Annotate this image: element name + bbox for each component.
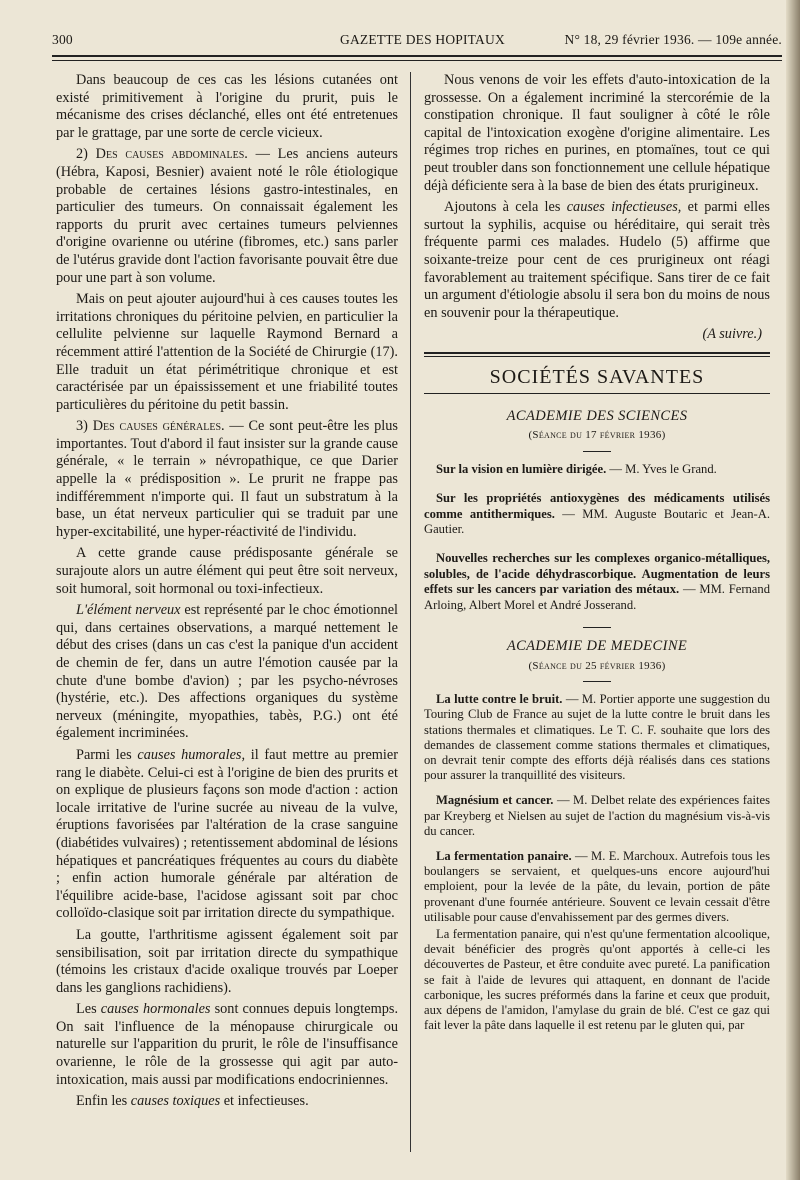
emphasis: causes toxiques: [130, 1093, 221, 1110]
paragraph-text: — Ce sont peut-être les plus importantes. Tout d'abord il faut insister sur la grande cause générale, « le terrain » névropathique, ce que Darier appelle la « prédisposition ». Le prurit ne frappe pas indifféremment n'importe qui. Il faut un substratum à la base, un état nerveux particulier qui se traduit par une hyper-excitabilité, une hyper-réactivité de l'individu.: [56, 418, 398, 540]
right-column: [424, 72, 770, 1043]
paragraph: [56, 747, 398, 923]
short-rule: [583, 681, 611, 682]
entry-authors: — M. Yves le Grand.: [606, 461, 717, 476]
communication-entry: [424, 462, 770, 477]
entry-authors: — MM. Auguste Boutaric et Jean-A. Gautier.: [424, 506, 770, 536]
communication-entry: [424, 793, 770, 839]
medicine-entries: [424, 692, 770, 1033]
entry-title: Nouvelles recherches sur les complexes organico-métalliques, solubles, de l'acide déhydrascorbique. Augmentation de leurs effets sur les cancers par variation des métaux.: [424, 551, 770, 597]
section-rule: [424, 393, 770, 394]
paragraph: Mais on peut ajouter aujourd'hui à ces causes toutes les irritations chroniques du péritoine pelvien, en particulier la cellulite pelvienne sur laquelle Raymond Bernard a récemment attiré l'attention de la Société de Chirurgie (17). Elle traduit un état périmétritique chronique et est caractérisée par un épaississement et une friabilité toutes particulières du péritoine du petit bassin.: [56, 291, 398, 413]
short-rule: [583, 451, 611, 452]
paragraph-text: Ajoutons à cela les: [444, 199, 567, 216]
page-number: 300: [52, 32, 73, 47]
emphasis: causes humorales,: [137, 746, 246, 763]
paragraph: [56, 146, 398, 287]
header-rule-thick: [52, 55, 782, 57]
entry-authors: — MM. Fernand Arloing, Albert Morel et André Josserand.: [424, 582, 770, 612]
running-header: [52, 30, 782, 52]
header-rule-thin: [52, 60, 782, 61]
emphasis: causes hormonales: [100, 1001, 211, 1018]
paragraph: [56, 418, 398, 541]
emphasis: causes infectieuses,: [566, 199, 682, 216]
session-date: (Séance du 17 février 1936): [528, 429, 666, 442]
paragraph: [56, 1093, 398, 1111]
paragraph-text: et infectieuses.: [220, 1093, 309, 1110]
entry-text: — M. Portier apporte une suggestion du Touring Club de France au sujet de la lutte contre le bruit dans les stations thermales et climatiques. Le T. C. F. souhaite que lors des demandes de classement comme stations thermales et climatiques, on devrait tenir compte des efforts déjà réalisés dans ces stations pour assurer la tranquillité des visiteurs.: [424, 692, 770, 783]
paragraph-text: — Les anciens auteurs (Hébra, Kaposi, Besnier) avaient noté le rôle étiologique probable de certaines lésions gastro-intestinales, en particulier des tumeurs. On connaissait également les rapports du prurit avec certaines tumeurs pelviennes d'origine ovarienne ou utérine (fibromes, etc.) sans parler de l'utérus gravide dont l'action favorisante pouvait être due pour une part à son volume.: [56, 146, 398, 286]
section-rule-double: [424, 352, 770, 357]
paragraph: La fermentation panaire, qui n'est qu'une fermentation alcoolique, devait bénéficier des progrès qu'ont apportés à celle-ci les découvertes de Pasteur, et être conduite avec pureté. La panification se fait à l'aide de levures qui attaquent, en donnant de l'acide carbonique, les sucres préformés dans la farine et ceux que produit, aux dépens de l'amidon, l'amylase du grain de blé. C'est ce gaz qui fait lever la pâte dans laquelle il est retenu par le gluten qui, par: [424, 926, 770, 1033]
entry-title: La fermentation panaire.: [436, 848, 572, 863]
column-divider: [410, 72, 411, 1152]
emphasis: L'élément nerveux: [76, 602, 181, 619]
page-edge-shadow: [786, 0, 800, 1180]
session-date: (Séance du 25 février 1936): [528, 659, 666, 672]
academy-heading: ACADEMIE DES SCIENCES: [506, 407, 688, 424]
paragraph-text: sont connues depuis longtemps. On sait l'influence de la ménopause chirurgicale ou naturelle sur l'apparition du prurit, le rôle de l'insuffisance ovarienne, le rôle de la grossesse qui agit par auto-intoxication, mais aussi par modifications endocriniennes.: [56, 1001, 399, 1088]
entry-title: La lutte contre le bruit.: [436, 692, 563, 707]
entry-title: Sur la vision en lumière dirigée.: [436, 461, 607, 476]
paragraph-text: Les: [76, 1001, 101, 1018]
entry-title: Magnésium et cancer.: [436, 793, 554, 808]
short-rule: [583, 627, 611, 628]
paragraph-text: Enfin les: [76, 1093, 131, 1110]
entry-title: Sur les propriétés antioxygènes des médicaments utilisés comme antithermiques.: [424, 491, 770, 521]
communication-entry: [424, 692, 770, 783]
paragraph: Nous venons de voir les effets d'auto-intoxication de la grossesse. On a également incriminé la stercorémie de la constipation chronique. Il faut souligner à côté le rôle capital de l'intoxication exogène d'origine alimentaire. Les régimes trop riches en purines, en ptomaïnes, tout ce qui peut troubler dans son fonctionnement une cellule hépatique déjà déficiente sera à la base de bien des états prurigineux.: [424, 72, 770, 194]
paragraph: [56, 602, 398, 743]
journal-title: GAZETTE DES HOPITAUX: [340, 32, 505, 47]
paragraph-text: Parmi les: [76, 746, 138, 763]
communication-entry: [424, 491, 770, 537]
paragraph: La goutte, l'arthritisme agissent également soit par sensibilisation, soit par irritation directe du sympathique (témoins les cristaux d'acide oxalique trouvés par Loeper dans les ganglions rachidiens).: [56, 926, 398, 996]
left-column: [56, 72, 398, 1115]
paragraph: Dans beaucoup de ces cas les lésions cutanées ont existé primitivement à l'origine du prurit, puis le mécanisme des crises déclanché, elles ont été entretenues par le grattage, par une sorte de cercle vicieux.: [56, 72, 398, 141]
paragraph-text: et parmi elles surtout la syphilis, acquise ou héréditaire, qui serait très fréquente parmi ces malades. Hudelo (5) affirme que soixante-treize pour cent de ces prurigineux ont réagi favorablement au traitement spécifique. Sans tirer de ce fait un argument d'étiologie absolu il sera bon du moins de nous en souvenir pour la thérapeutique.: [424, 199, 770, 321]
paragraph-text: il faut mettre au premier rang le diabète. Celui-ci est à l'origine de bien des prurits et on explique de plusieurs façons son mode d'action : action locale irritative de l'urine sucrée au niveau de la vulve, éruptions favorisées par l'altération de la crase sanguine (diabétides vulvaires) ; retentissement abdominal de lésions hépatiques et pancréatiques fréquentes au cours du diabète ; enfin action humorale générale par altération de l'équilibre acide-base, l'acidose agissant soit par choc colloïdo-clasique soit par irritation directe du sympathique.: [56, 746, 398, 922]
communication-entry: [424, 551, 770, 613]
section-title: SOCIÉTÉS SAVANTES: [489, 365, 705, 388]
entry-text: — M. Delbet relate des expériences faites par Kreyberg et Nielsen au sujet de l'action du magnésium vis-à-vis du cancer.: [424, 793, 770, 838]
paragraph: A cette grande cause prédisposante générale se surajoute alors un autre élément qui peut être soit nerveux, soit humoral, soit hormonal ou toxi-infectieux.: [56, 545, 398, 597]
paragraph: [56, 1001, 398, 1089]
section-heading: 3) Des causes générales.: [76, 418, 225, 435]
issue-info: N° 18, 29 février 1936. — 109e année.: [564, 32, 782, 47]
paragraph: [424, 199, 770, 322]
academy-heading: ACADEMIE DE MEDECINE: [506, 637, 688, 654]
entry-text: — M. E. Marchoux. Autrefois tous les boulangers se servaient, et quelques-uns encore aujourd'hui emploient, pour la levée de la pâte, du levain, portion de pâte provenant d'une fournée antérieure. Souvent ce levain cessait d'être utilisable pour cause d'envahissement par des germes divers.: [424, 848, 770, 924]
communication-entry: [424, 849, 770, 925]
section-heading: 2) Des causes abdominales.: [76, 146, 248, 163]
to-be-continued: (A suivre.): [702, 326, 762, 343]
paragraph-text: est représenté par le choc émotionnel qui, dans certaines observations, a marqué nettement le début des crises (dans un cas c'est la panique d'un accident de chemin de fer, dans un autre l'émotion causée par la chute d'une bombe d'avion) ; par les psycho-névroses (hystérie, etc.). Des affections organiques du système nerveux (méningite, myopathies, tabès, P.G.) ont été également incriminées.: [56, 602, 399, 742]
